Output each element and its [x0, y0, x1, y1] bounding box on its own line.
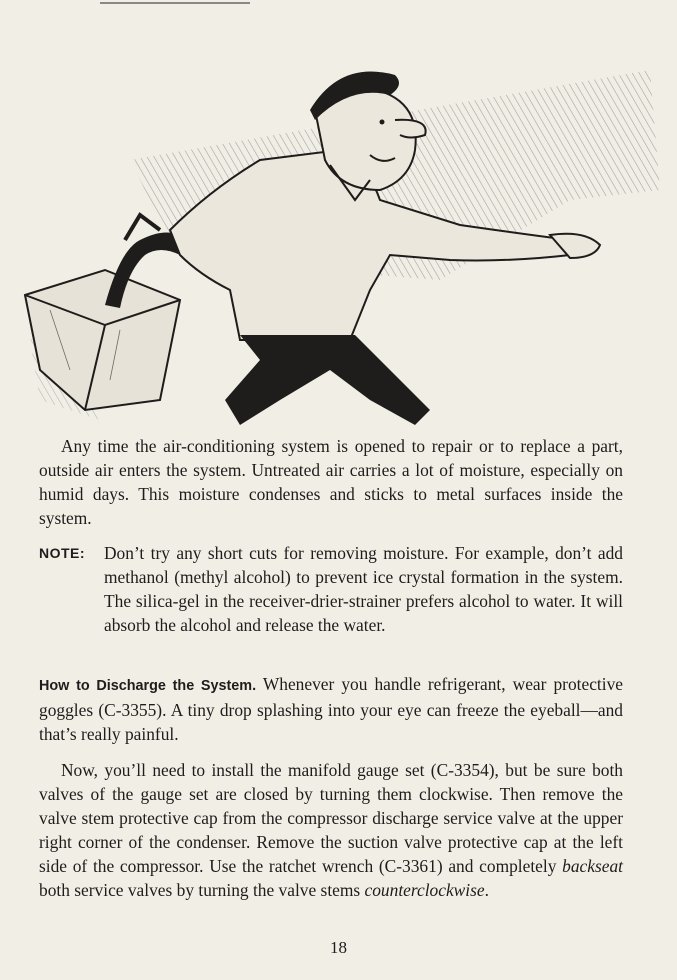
discharge-text: Whenever you handle refrigerant, wear protective goggles (C-3355). A tiny drop splashing into your eye can freeze the eyeball—and that’s really painful. — [39, 674, 623, 744]
intro-paragraph — [39, 434, 623, 530]
note-label: NOTE: — [39, 545, 86, 561]
page-number: 18 — [330, 938, 347, 957]
intro-text: Any time the air-conditioning system is opened to repair or to replace a part, outside air enters the system. Untreated air carries a lot of moisture, especially on humid days. This moisture condenses and sticks to metal surfaces inside the system. — [39, 436, 623, 528]
manifold-text-start: Now, you’ll need to install the manifold gauge set (C-3354), but be sure both valves of the gauge set are closed by turning them clockwise. Then remove the valve stem protective cap from the compressor discharge service valve at the upper right corner of the condenser. Remove the suction valve protective cap at the left side of the compressor. Use the ratchet wrench (C-3361) and completely — [39, 760, 623, 876]
backseat-emphasis: backseat — [562, 856, 623, 876]
manifold-text-end: . — [484, 880, 489, 900]
manifold-paragraph — [39, 758, 623, 902]
discharge-heading: How to Discharge the System. — [39, 678, 257, 694]
discharge-paragraph — [39, 672, 623, 746]
man-carrying-box-illustration — [10, 40, 670, 435]
counterclockwise-emphasis: counterclockwise — [364, 880, 485, 900]
note-block — [39, 541, 623, 637]
note-text: Don’t try any short cuts for removing moisture. For example, don’t add methanol (methyl alcohol) to prevent ice crystal formation in the system. The silica-gel in the receiver-drier-strainer prefers alcohol to water. It will absorb the alcohol and release the water. — [104, 543, 623, 635]
top-rule — [100, 2, 250, 4]
manifold-text-middle: both service valves by turning the valve stems — [39, 880, 365, 900]
